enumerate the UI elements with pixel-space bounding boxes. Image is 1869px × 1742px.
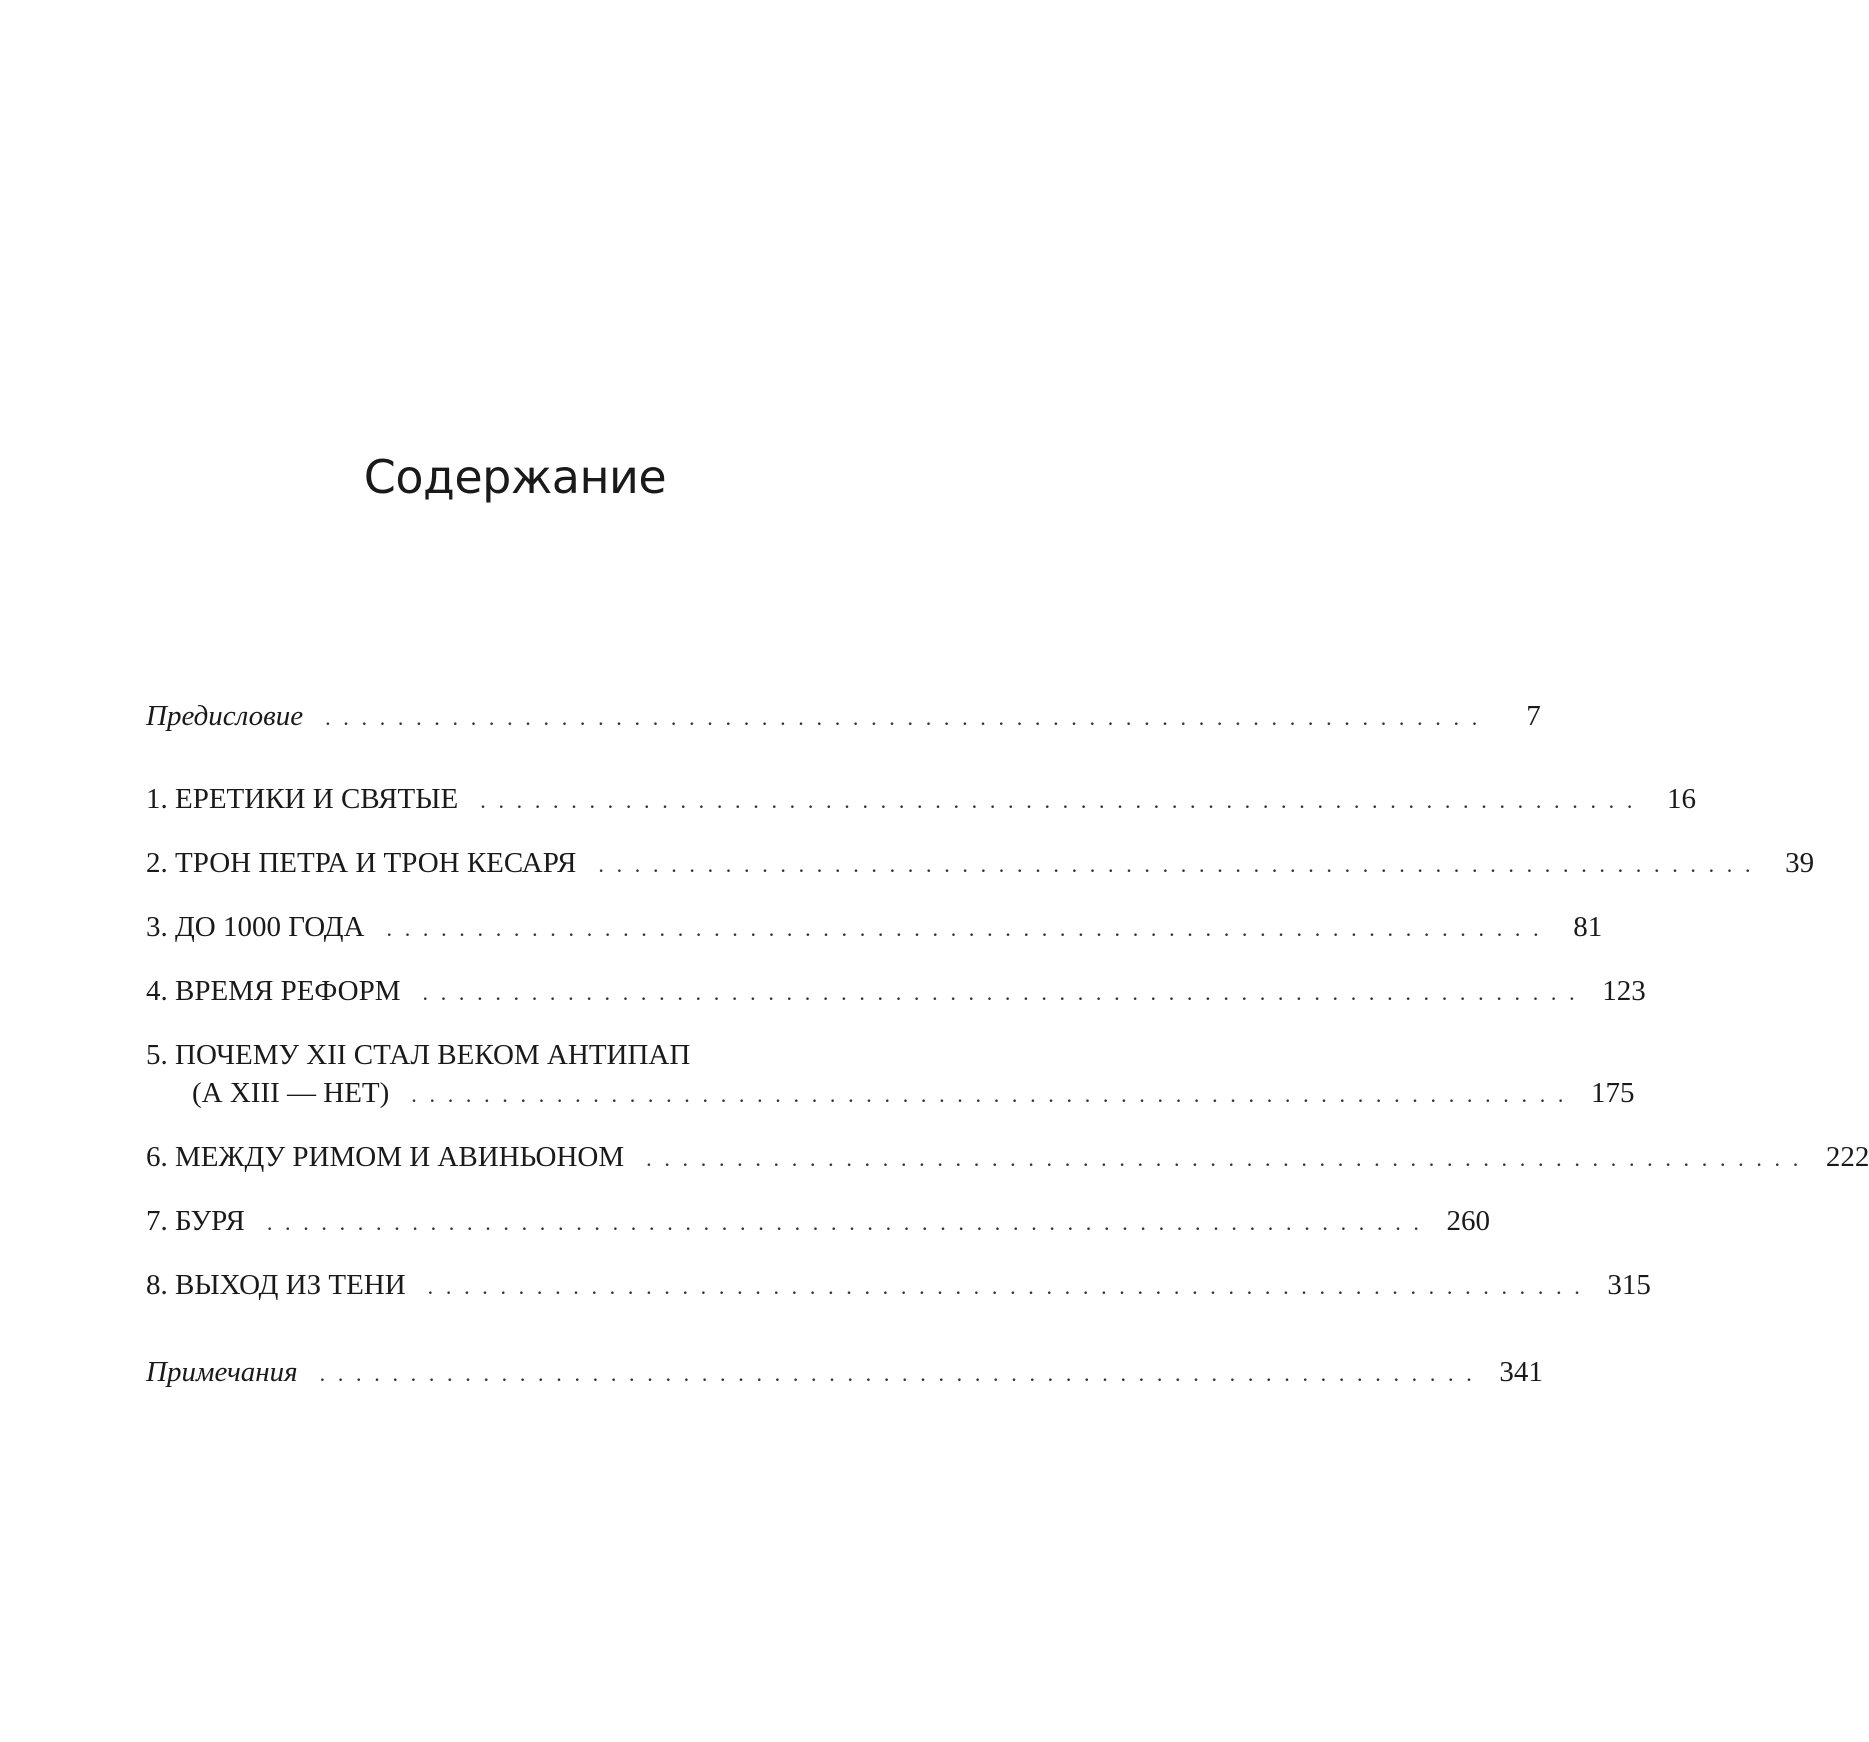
toc-entry-notes[interactable] <box>146 1356 1543 1389</box>
toc-entry-chapter-2[interactable] <box>146 847 1815 880</box>
toc-entry-chapter-4[interactable] <box>146 975 1646 1008</box>
toc-entry-page: 123 <box>1602 975 1646 1007</box>
dot-leader: . . . . . . . . . . . . . . . . . . . . . . . . . . . . . . . . . . . . . . . . . . . . . . . . . . . . . . . . . . . . . . . . <box>646 1146 1802 1171</box>
toc-entry-page: 341 <box>1499 1356 1543 1388</box>
toc-entry-label: Примечания <box>146 1356 298 1388</box>
toc-entry-page: 39 <box>1785 847 1815 879</box>
dot-leader: . . . . . . . . . . . . . . . . . . . . . . . . . . . . . . . . . . . . . . . . . . . . . . . . . . . . . . . . . . . . . . . . <box>319 1361 1476 1386</box>
dot-leader: . . . . . . . . . . . . . . . . . . . . . . . . . . . . . . . . . . . . . . . . . . . . . . . . . . . . . . . . . . . . . . . . <box>386 916 1543 941</box>
toc-entry-label: Предисловие <box>146 700 304 732</box>
toc-entry-chapter-1[interactable] <box>146 783 1696 816</box>
toc-entry-chapter-3[interactable] <box>146 911 1603 944</box>
toc-entry-preface[interactable] <box>146 700 1541 733</box>
toc-entry-chapter-5-line-2[interactable] <box>146 1077 1635 1110</box>
toc-entry-label: 6. МЕЖДУ РИМОМ И АВИНЬОНОМ <box>146 1141 625 1173</box>
dot-leader: . . . . . . . . . . . . . . . . . . . . . . . . . . . . . . . . . . . . . . . . . . . . . . . . . . . . . . . . . . . . . . . . <box>480 788 1636 813</box>
toc-entry-label: 7. БУРЯ <box>146 1205 245 1237</box>
toc-entry-page: 81 <box>1573 911 1603 943</box>
toc-entry-label: 3. ДО 1000 ГОДА <box>146 911 365 943</box>
toc-entry-label: 1. ЕРЕТИКИ И СВЯТЫЕ <box>146 783 459 815</box>
toc-entry-page: 260 <box>1446 1205 1491 1237</box>
toc-entry-label: 8. ВЫХОД ИЗ ТЕНИ <box>146 1269 406 1301</box>
dot-leader: . . . . . . . . . . . . . . . . . . . . . . . . . . . . . . . . . . . . . . . . . . . . . . . . . . . . . . . . . . . . . . . . <box>266 1210 1423 1235</box>
dot-leader: . . . . . . . . . . . . . . . . . . . . . . . . . . . . . . . . . . . . . . . . . . . . . . . . . . . . . . . . . . . . . . . . <box>422 980 1579 1005</box>
dot-leader: . . . . . . . . . . . . . . . . . . . . . . . . . . . . . . . . . . . . . . . . . . . . . . . . . . . . . . . . . . . . . . . . <box>325 705 1481 730</box>
toc-entry-page: 315 <box>1607 1269 1651 1301</box>
toc-entry-label: 2. ТРОН ПЕТРА И ТРОН КЕСАРЯ <box>146 847 577 879</box>
toc-entry-chapter-7[interactable] <box>146 1205 1491 1238</box>
toc-entry-chapter-5-line-1[interactable] <box>146 1039 882 1072</box>
toc-entry-label: 4. ВРЕМЯ РЕФОРМ <box>146 975 401 1007</box>
toc-entry-label-continued: (А XIII — НЕТ) <box>192 1077 390 1109</box>
dot-leader: . . . . . . . . . . . . . . . . . . . . . . . . . . . . . . . . . . . . . . . . . . . . . . . . . . . . . . . . . . . . . . . . <box>411 1082 1567 1107</box>
toc-entry-label: 5. ПОЧЕМУ XII СТАЛ ВЕКОМ АНТИПАП <box>146 1039 691 1071</box>
dot-leader: . . . . . . . . . . . . . . . . . . . . . . . . . . . . . . . . . . . . . . . . . . . . . . . . . . . . . . . . . . . . . . . . <box>427 1274 1584 1299</box>
toc-entry-page: 175 <box>1591 1077 1635 1109</box>
dot-leader: . . . . . . . . . . . . . . . . . . . . . . . . . . . . . . . . . . . . . . . . . . . . . . . . . . . . . . . . . . . . . . . . <box>598 852 1755 877</box>
toc-entry-chapter-6[interactable] <box>146 1141 1869 1174</box>
toc-entry-page: 7 <box>1526 700 1541 732</box>
page-title: Содержание <box>363 450 667 504</box>
toc-entry-page: 222 <box>1825 1141 1869 1173</box>
toc-entry-page: 16 <box>1666 783 1696 815</box>
toc-entry-chapter-8[interactable] <box>146 1269 1651 1302</box>
